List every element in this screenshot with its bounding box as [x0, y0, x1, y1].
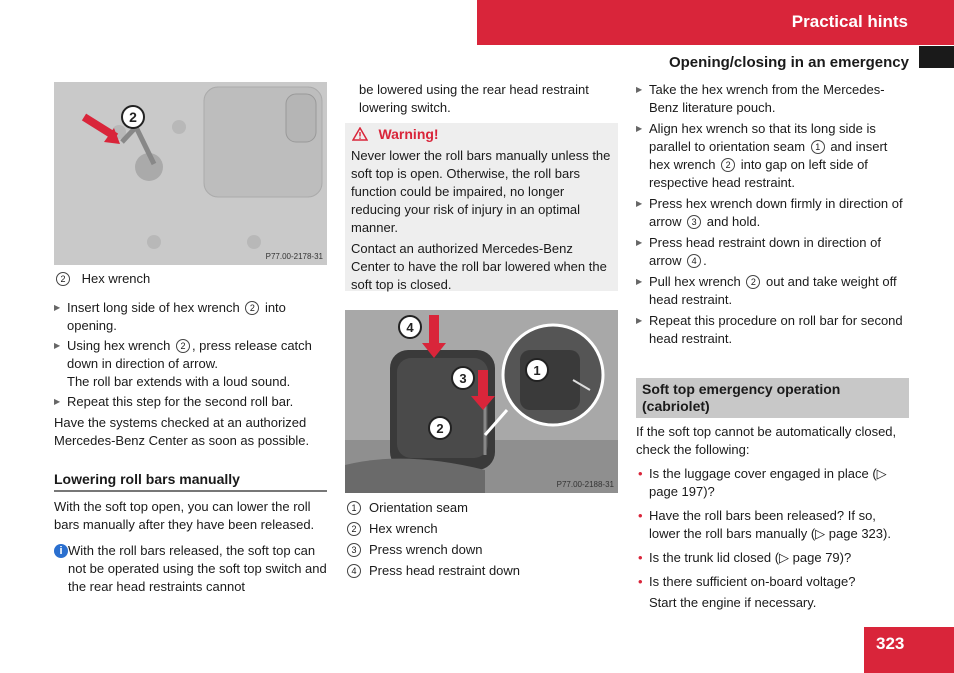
info-icon: i	[54, 544, 68, 558]
step-item: ▶ Insert long side of hex wrench 2 into opening.	[54, 299, 327, 335]
check-note: Start the engine if necessary.	[649, 595, 817, 610]
warning-title: Warning!	[378, 126, 439, 142]
step-item: ▶ Press head restraint down in direction of arrow 4 .	[636, 234, 909, 270]
step-item: ▶ Repeat this procedure on roll bar for second head restraint.	[636, 312, 909, 348]
legend-item: 3 Press wrench down	[345, 539, 618, 560]
right-steps	[636, 81, 909, 348]
legend-item: 2 Hex wrench	[345, 518, 618, 539]
left-steps	[54, 299, 327, 450]
section-title: Lowering roll bars manually	[54, 471, 240, 487]
step-item: ▶ Pull hex wrench 2 out and take weight off head restraint.	[636, 273, 909, 309]
step-note: The roll bar extends with a loud sound.	[67, 374, 291, 389]
legend-item: 4 Press head restraint down	[345, 560, 618, 581]
continuation-text: be lowered using the rear head restraint lowering switch.	[359, 82, 589, 115]
svg-text:2: 2	[129, 109, 137, 125]
head-restraint-illustration	[345, 310, 618, 493]
info-note	[54, 542, 327, 596]
section-intro: With the soft top open, you can lower the roll bars manually after they have been released.	[54, 499, 315, 532]
subsection-intro: If the soft top cannot be automatically closed, check the following:	[636, 424, 897, 457]
svg-text:3: 3	[459, 371, 467, 386]
figure-code: P77.00-2178-31	[265, 252, 323, 261]
warning-text	[351, 147, 615, 294]
figure-legend	[345, 497, 618, 581]
check-item: • Is the luggage cover engaged in place (▷ page 197)?	[636, 465, 909, 501]
page-header-title: Practical hints	[791, 12, 908, 31]
subsection-title: Soft top emergency operation (cabriolet)	[642, 381, 841, 414]
check-item: • Have the roll bars been released? If so, lower the roll bars manually (▷ page 323).	[636, 507, 909, 543]
warning-paragraph: Contact an authorized Mercedes-Benz Center to have the roll bar lowered when the soft top is closed.	[351, 241, 607, 292]
warning-header	[352, 126, 612, 144]
section-heading	[54, 471, 327, 492]
warning-paragraph: Never lower the roll bars manually unless the soft top is open. Otherwise, the roll bars function could be impaired, no longer reducing your risk of injury in an optimal manner.	[351, 148, 611, 235]
svg-text:4: 4	[406, 320, 414, 335]
legend-item	[54, 270, 327, 288]
info-text: With the roll bars released, the soft top can not be operated using the soft top switch and the rear head restraints cannot	[68, 543, 327, 594]
step-item: ▶ Using hex wrench 2 , press release catch down in direction of arrow. The roll bar extends with a loud sound.	[54, 337, 327, 391]
figure-code: P77.00-2188-31	[556, 480, 614, 489]
legend-text: Hex wrench	[81, 271, 151, 286]
closing-text: Have the systems checked at an authorized Mercedes-Benz Center as soon as possible.	[54, 415, 310, 448]
section-title: Opening/closing in an emergency	[668, 54, 909, 71]
page-number: 323	[876, 634, 905, 653]
section-rule	[54, 490, 327, 492]
check-item: • Is the trunk lid closed (▷ page 79)?	[636, 549, 909, 567]
step-item: ▶ Take the hex wrench from the Mercedes-Benz literature pouch.	[636, 81, 909, 117]
legend-number: 2	[56, 272, 70, 286]
step-item: ▶ Press hex wrench down firmly in direction of arrow 3 and hold.	[636, 195, 909, 231]
head-restraint-photo	[345, 310, 618, 493]
warning-triangle-icon	[352, 127, 368, 141]
step-item: ▶ Repeat this step for the second roll bar.	[54, 393, 327, 411]
roll-bar-release-illustration	[54, 82, 327, 265]
hex-wrench-photo	[54, 82, 327, 265]
check-item: • Is there sufficient on-board voltage?	[636, 573, 909, 591]
svg-text:2: 2	[436, 421, 444, 436]
chapter-tab	[919, 46, 954, 68]
svg-text:1: 1	[533, 363, 541, 378]
step-item: ▶ Align hex wrench so that its long side is parallel to orientation seam 1 and insert hex wrench 2 into gap on left side of respective head restraint.	[636, 120, 909, 192]
legend-item: 1 Orientation seam	[345, 497, 618, 518]
checklist	[636, 465, 909, 612]
